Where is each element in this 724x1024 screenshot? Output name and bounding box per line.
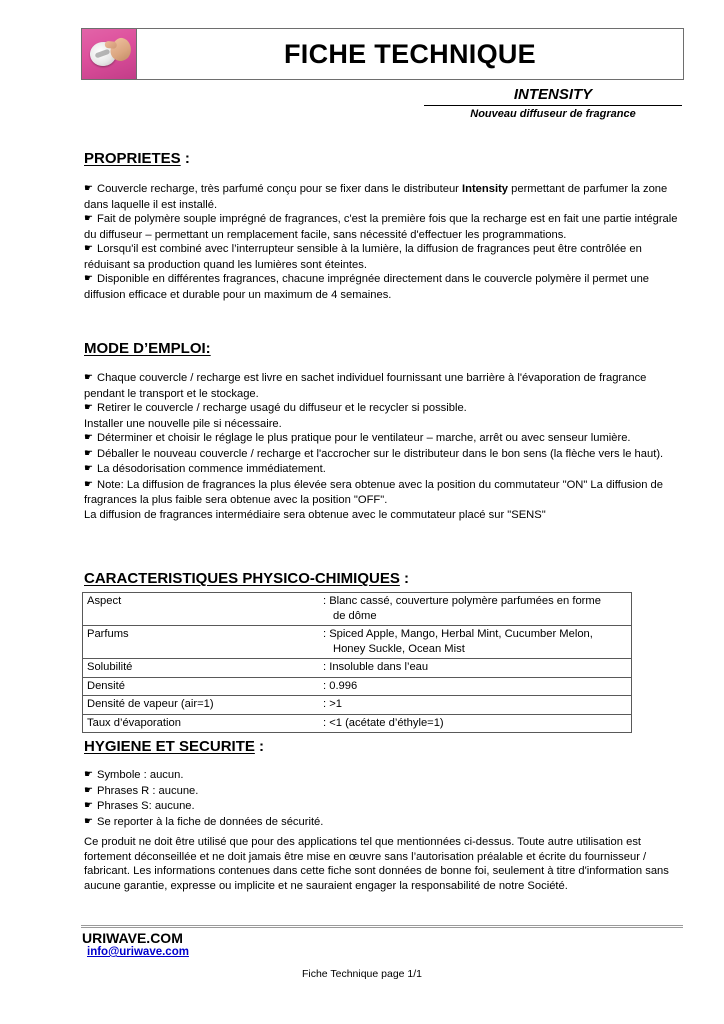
disclaimer-text: Ce produit ne doit être utilisé que pour des applications tel que mentionnées ci-dessus. Toute autre utilisation est fortement déconseillée et ne doit jamais être mise en œuvre sans l’autorisation préalable et écrite du fournisseur / fabricant. Les informations contenues dans cette fiche sont données de bonne foi, seulement à titre d'information sans aucune garantie, expresse ou implicite et ne sauraient engager la responsabilité de notre Société. xyxy=(84,836,669,892)
table-row xyxy=(83,593,632,626)
pointing-hand-icon: ☛ xyxy=(84,213,93,224)
section-heading-mode-emploi xyxy=(84,341,211,358)
brand-block xyxy=(424,86,682,121)
table-cell-value xyxy=(323,677,632,696)
table-cell-value xyxy=(323,593,632,626)
hygiene-body xyxy=(84,768,680,830)
table-row xyxy=(83,626,632,659)
value-line: : >1 xyxy=(323,698,342,710)
brand-subtitle: Nouveau diffuseur de fragrance xyxy=(470,108,636,121)
pointing-hand-icon: ☛ xyxy=(84,432,93,443)
value-line: : Blanc cassé, couverture polymère parfumées en forme xyxy=(323,595,601,607)
section-heading-hygiene-suffix: : xyxy=(254,738,265,755)
list-item-text: Note: La diffusion de fragrances la plus élevée sera obtenue avec la position du commutateur "ON" La diffusion de fragrances la plus faible sera obtenue avec la position "OFF". xyxy=(84,478,664,506)
list-item-text: Phrases S: aucune. xyxy=(97,800,195,812)
list-item xyxy=(84,799,680,815)
pointing-hand-icon: ☛ xyxy=(84,800,93,811)
page-title: FICHE TECHNIQUE xyxy=(283,38,536,69)
list-item-text: Chaque couvercle / recharge est livre en sachet individuel fournissant une barrière à l'évaporation de fragrance pendant le transport et le stockage. xyxy=(84,372,647,400)
table-cell-label: Densité de vapeur (air=1) xyxy=(83,696,324,715)
list-item-text: Symbole : aucun. xyxy=(97,769,184,781)
footer-page-number: Fiche Technique page 1/1 xyxy=(301,968,423,980)
value-line: de dôme xyxy=(333,609,377,622)
section-heading-proprietes-text: PROPRIETES xyxy=(84,150,181,167)
mode-emploi-body xyxy=(84,371,680,522)
list-item-text: Retirer le couvercle / recharge usagé du diffuseur et le recycler si possible. xyxy=(97,402,467,414)
pointing-hand-icon: ☛ xyxy=(84,402,93,413)
closing-line: La diffusion de fragrances intermédiaire sera obtenue avec le commutateur placé sur "SENS" xyxy=(84,508,546,521)
document-header xyxy=(81,28,684,80)
list-item-text-post: permettant de parfumer la zone dans laquelle il est installé. xyxy=(84,183,668,211)
list-item xyxy=(84,272,680,302)
plain-line: Installer une nouvelle pile si nécessaire. xyxy=(84,417,282,430)
pointing-hand-icon: ☛ xyxy=(84,183,93,194)
value-line: Honey Suckle, Ocean Mist xyxy=(333,642,465,655)
list-item xyxy=(84,431,680,447)
section-heading-caracteristiques-text: CARACTERISTIQUES PHYSICO-CHIMIQUES xyxy=(84,570,400,587)
list-item-text: Lorsqu'il est combiné avec l’interrupteur sensible à la lumière, la diffusion de fragrances peut être contrôlée en réduisant sa production quand les lumières sont éteintes. xyxy=(84,243,642,271)
section-heading-proprietes-suffix: : xyxy=(180,150,190,167)
table-cell-value xyxy=(323,659,632,678)
brand-name: INTENSITY xyxy=(424,86,682,106)
section-heading-hygiene xyxy=(84,739,264,756)
pointing-hand-icon: ☛ xyxy=(84,769,93,780)
value-line: : Insoluble dans l’eau xyxy=(323,661,429,673)
value-line: : 0.996 xyxy=(323,679,358,692)
footer-email-link[interactable]: info@uriwave.com xyxy=(87,946,189,958)
product-photo-icon xyxy=(82,29,136,79)
pointing-hand-icon: ☛ xyxy=(84,784,93,796)
list-item-text: La désodorisation commence immédiatement. xyxy=(97,463,326,475)
value-line: : Spiced Apple, Mango, Herbal Mint, Cucumber Melon, xyxy=(323,628,593,640)
pointing-hand-icon: ☛ xyxy=(84,463,93,474)
section-heading-mode-emploi-text: MODE D’EMPLOI: xyxy=(84,340,211,357)
table-cell-label: Solubilité xyxy=(83,659,324,678)
footer-divider xyxy=(81,925,683,928)
pointing-hand-icon: ☛ xyxy=(84,447,93,459)
list-item-text: Fait de polymère souple imprégné de fragrances, c'est la première fois que la recharge est en fait une partie intégrale du diffuseur – permettant un remplacement facile, sans nécessité d'effectuer les programmations. xyxy=(84,213,678,241)
value-line: : <1 (acétate d’éthyle=1) xyxy=(323,716,444,729)
list-item xyxy=(84,462,680,478)
list-item-text: Déterminer et choisir le réglage le plus pratique pour le ventilateur – marche, arrêt ou avec senseur lumière. xyxy=(97,432,631,444)
header-title-cell xyxy=(136,29,683,79)
list-item xyxy=(84,182,680,212)
proprietes-body xyxy=(84,182,680,302)
section-heading-caracteristiques-suffix: : xyxy=(399,570,410,587)
table-row xyxy=(83,659,632,678)
table-row xyxy=(83,714,632,733)
table-cell-label: Aspect xyxy=(83,593,324,626)
table-cell-label: Densité xyxy=(83,677,324,696)
section-heading-caracteristiques xyxy=(84,571,409,588)
list-item-text: Se reporter à la fiche de données de sécurité. xyxy=(97,815,324,828)
section-heading-proprietes xyxy=(84,151,190,168)
list-item xyxy=(84,401,680,417)
list-item xyxy=(84,784,680,800)
pointing-hand-icon: ☛ xyxy=(84,478,93,490)
table-row xyxy=(83,696,632,715)
pointing-hand-icon: ☛ xyxy=(84,815,93,827)
table-cell-value xyxy=(323,626,632,659)
table-cell-value xyxy=(323,696,632,715)
footer-brand: URIWAVE.COM xyxy=(82,930,183,946)
table-cell-label: Parfums xyxy=(83,626,324,659)
list-item xyxy=(84,815,680,831)
list-item xyxy=(84,242,680,272)
pointing-hand-icon: ☛ xyxy=(84,372,93,383)
list-item-text: Phrases R : aucune. xyxy=(97,784,199,797)
pointing-hand-icon: ☛ xyxy=(84,273,93,284)
list-item xyxy=(84,768,680,784)
list-item-text: Disponible en différentes fragrances, chacune imprégnée directement dans le couvercle polymère il permet une diffusion efficace et durable pour un maximum de 4 semaines. xyxy=(84,273,650,301)
table-row xyxy=(83,677,632,696)
list-item xyxy=(84,212,680,242)
list-item-text: Déballer le nouveau couvercle / recharge et l'accrocher sur le distributeur dans le bon sens (la flèche vers le haut). xyxy=(97,447,664,460)
list-item xyxy=(84,478,680,508)
list-item-text-pre: Couvercle recharge, très parfumé conçu pour se fixer dans le distributeur xyxy=(97,183,463,195)
table-cell-label: Taux d’évaporation xyxy=(83,714,324,733)
specifications-table xyxy=(82,592,632,733)
section-heading-hygiene-text: HYGIENE ET SECURITE xyxy=(84,738,255,755)
table-cell-value xyxy=(323,714,632,733)
pointing-hand-icon: ☛ xyxy=(84,243,93,254)
list-item xyxy=(84,447,680,463)
list-item xyxy=(84,371,680,401)
list-item-text-bold: Intensity xyxy=(462,183,509,195)
